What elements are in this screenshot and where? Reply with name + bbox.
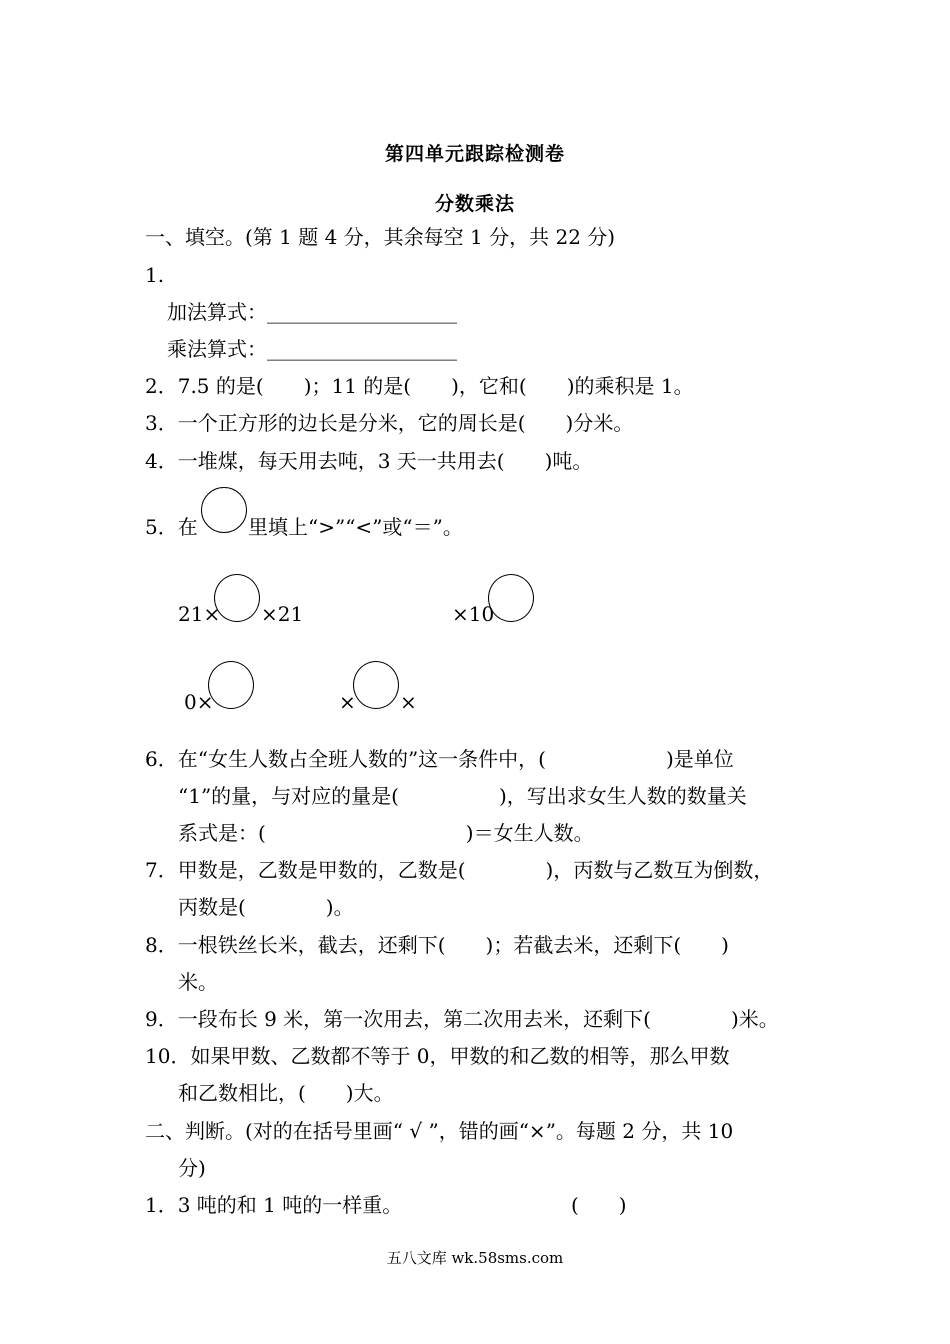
section-2-heading-line-2: 分) <box>178 1156 206 1180</box>
question-5d-right: × <box>400 690 417 714</box>
question-5-instruction: 里填上“>”“<”或“＝”。 <box>248 515 463 539</box>
question-3: 3．一个正方形的边长是分米，它的周长是( )分米。 <box>145 411 634 435</box>
question-6-line-3: 系式是：( )＝女生人数。 <box>178 821 594 845</box>
question-2: 2．7.5 的是( )；11 的是( )，它和( )的乘积是 1。 <box>145 374 694 398</box>
section-1-heading: 一、填空。(第 1 题 4 分，其余每空 1 分，共 22 分) <box>145 225 616 249</box>
question-5a-right: ×21 <box>261 602 304 626</box>
question-8-line-1: 8．一根铁丝长米，截去，还剩下( )；若截去米，还剩下( ) <box>145 933 729 957</box>
question-6-line-2: “1”的量，与对应的量是( )，写出求女生人数的数量关 <box>178 784 747 808</box>
question-6-line-1: 6．在“女生人数占全班人数的”这一条件中，( )是单位 <box>145 747 734 771</box>
question-5b-left: ×10 <box>452 602 495 626</box>
footer-watermark: 五八文库 wk.58sms.com <box>386 1249 564 1267</box>
question-9: 9．一段布长 9 米，第一次用去，第二次用去米，还剩下( )米。 <box>145 1007 779 1031</box>
page-title: 第四单元跟踪检测卷 <box>384 143 565 165</box>
answer-circle-5c[interactable] <box>208 661 254 709</box>
section-2-heading-line-1: 二、判断。(对的在括号里画“ √ ”，错的画“×”。每题 2 分，共 10 <box>145 1119 734 1143</box>
question-7-line-1: 7．甲数是，乙数是甲数的，乙数是( )，丙数与乙数互为倒数， <box>145 858 774 882</box>
comparison-circle-example <box>201 487 247 533</box>
question-8-line-2: 米。 <box>178 970 218 994</box>
question-7-line-2: 丙数是( )。 <box>178 895 354 919</box>
page-subtitle: 分数乘法 <box>434 193 515 215</box>
question-5c-left: 0× <box>184 690 214 714</box>
question-4: 4．一堆煤，每天用去吨，3 天一共用去( )吨。 <box>145 449 593 473</box>
question-5d-left: × <box>339 690 356 714</box>
question-5a-left: 21× <box>178 602 221 626</box>
answer-circle-5d[interactable] <box>353 661 399 709</box>
question-1-number: 1. <box>145 263 165 287</box>
question-1-addition-line: 加法算式：___________________ <box>167 300 457 324</box>
question-5-prefix: 5．在 <box>145 515 198 539</box>
question-1-multiplication-line: 乘法算式：___________________ <box>167 337 457 361</box>
question-10-line-1: 10．如果甲数、乙数都不等于 0，甲数的和乙数的相等，那么甲数 <box>145 1044 730 1068</box>
answer-circle-5b[interactable] <box>488 574 534 622</box>
judgement-answer-paren-1[interactable]: ( ) <box>571 1193 627 1217</box>
judgement-question-1: 1．3 吨的和 1 吨的一样重。 <box>145 1193 403 1217</box>
question-10-line-2: 和乙数相比，( )大。 <box>178 1081 394 1105</box>
answer-circle-5a[interactable] <box>214 574 260 622</box>
